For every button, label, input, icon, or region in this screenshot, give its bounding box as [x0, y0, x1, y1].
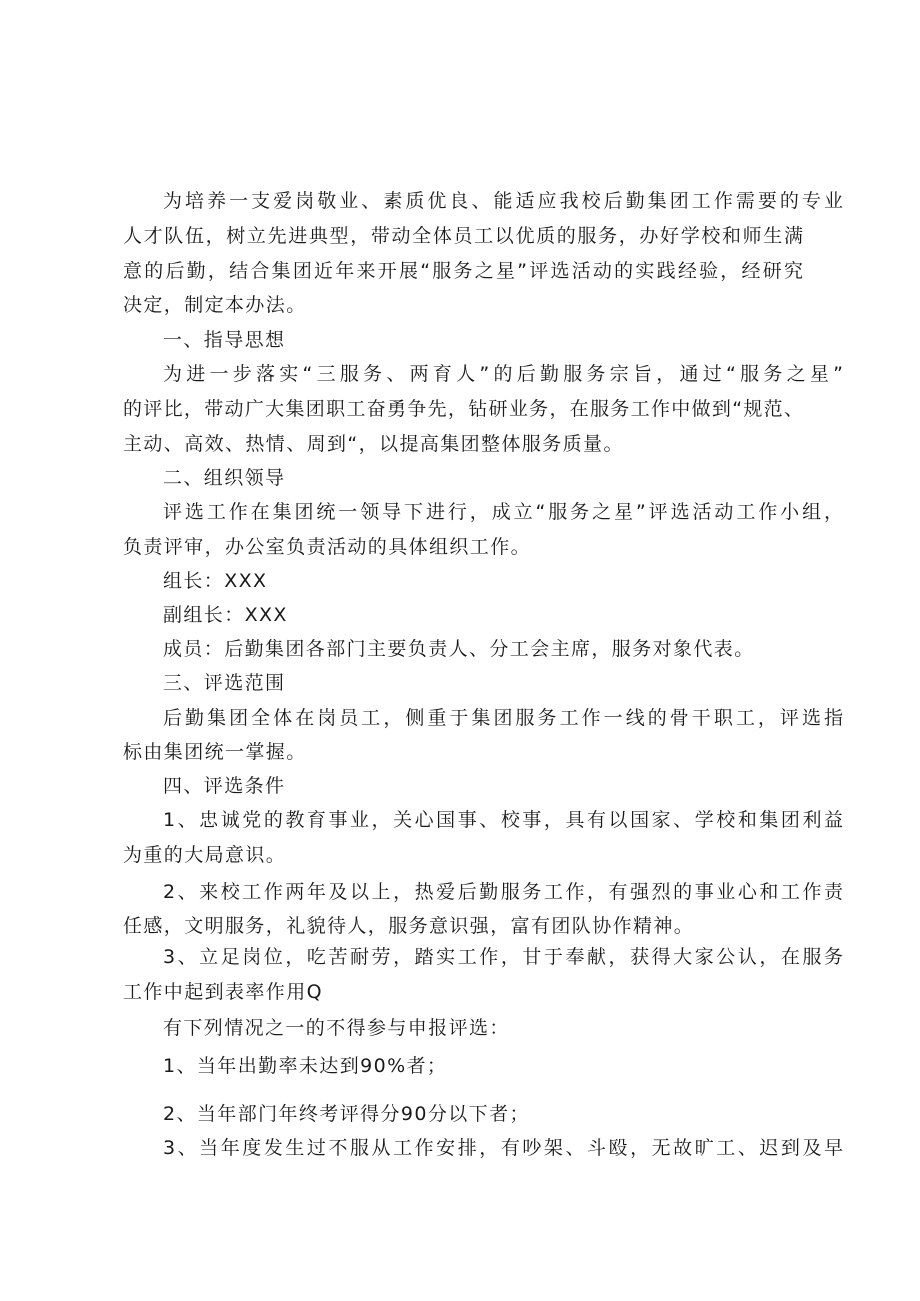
paragraph-line: 组长：XXX [163, 570, 268, 592]
section-heading: 四、评选条件 [163, 775, 286, 797]
paragraph-line: 工作中起到表率作用Q [123, 981, 323, 1003]
paragraph-line: 评选工作在集团统一领导下进行，成立“服务之星”评选活动工作小组， [163, 501, 843, 523]
paragraph-line: 3、立足岗位，吃苦耐劳，踏实工作，甘于奉献，获得大家公认，在服务 [163, 946, 843, 968]
paragraph-line: 任感，文明服务，礼貌待人，服务意识强，富有团队协作精神。 [123, 915, 695, 937]
paragraph-line: 1、当年出勤率未达到90%者； [163, 1055, 448, 1077]
section-heading: 三、评选范围 [163, 672, 286, 694]
paragraph-line: 成员：后勤集团各部门主要负责人、分工会主席，服务对象代表。 [163, 638, 755, 660]
paragraph-line: 的评比，带动广大集团职工奋勇争先，钻研业务，在服务工作中做到“规范、 [123, 398, 803, 420]
paragraph-line: 3、当年度发生过不服从工作安排，有吵架、斗殴，无故旷工、迟到及早 [163, 1137, 843, 1159]
paragraph-line: 为进一步落实“三服务、两育人”的后勤服务宗旨，通过“服务之星” [163, 363, 843, 385]
section-heading: 一、指导思想 [163, 329, 286, 351]
paragraph-line: 2、当年部门年终考评得分90分以下者； [163, 1103, 530, 1125]
paragraph-line: 负责评审，办公室负责活动的具体组织工作。 [123, 536, 532, 558]
paragraph-line: 主动、高效、热情、周到“，以提高集团整体服务质量。 [123, 433, 624, 455]
paragraph-line: 意的后勤，结合集团近年来开展“服务之星”评选活动的实践经验，经研究 [123, 260, 803, 282]
paragraph-line: 有下列情况之一的不得参与申报评选： [163, 1017, 510, 1039]
paragraph-line: 副组长：XXX [163, 604, 288, 626]
paragraph-line: 人才队伍，树立先进典型，带动全体员工以优质的服务，办好学校和师生满 [123, 225, 803, 247]
paragraph-line: 决定，制定本办法。 [123, 294, 307, 316]
paragraph-line: 1、忠诚党的教育事业，关心国事、校事，具有以国家、学校和集团利益 [163, 809, 843, 831]
section-heading: 二、组织领导 [163, 467, 286, 489]
paragraph-line: 为重的大局意识。 [123, 844, 287, 866]
paragraph-line: 后勤集团全体在岗员工，侧重于集团服务工作一线的骨干职工，评选指 [163, 707, 843, 729]
paragraph-line: 为培养一支爱岗敬业、素质优良、能适应我校后勤集团工作需要的专业 [163, 190, 843, 212]
paragraph-line: 2、来校工作两年及以上，热爱后勤服务工作，有强烈的事业心和工作责 [163, 881, 843, 903]
paragraph-line: 标由集团统一掌握。 [123, 741, 307, 763]
